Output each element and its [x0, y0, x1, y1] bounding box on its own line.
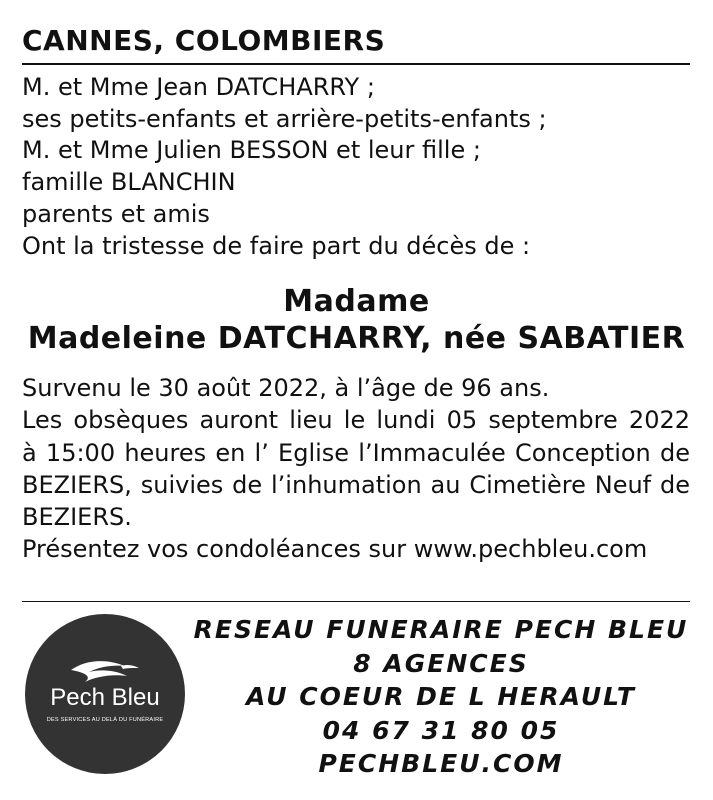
detail-line: Survenu le 30 août 2022, à l’âge de 96 ans. — [22, 374, 550, 402]
family-line: ses petits-enfants et arrière-petits-enfants ; — [22, 104, 547, 133]
condolences-line: Présentez vos condoléances sur www.pechbleu.com — [22, 535, 648, 564]
family-list — [22, 72, 692, 262]
agency-count: 8 AGENCES — [353, 648, 529, 678]
detail-line: BEZIERS, suivies de l’inhumation au Cimetière Neuf de — [22, 470, 690, 499]
agency-website: PECHBLEU.COM — [318, 749, 564, 778]
detail-line: à 15:00 heures en l’ Eglise l’Immaculée Conception de — [22, 438, 690, 467]
deceased-block — [0, 283, 713, 357]
deceased-name: Madeleine DATCHARRY, née SABATIER — [27, 321, 686, 356]
pech-bleu-logo — [25, 614, 185, 774]
detail-line: BEZIERS. — [22, 503, 132, 532]
bird-icon — [67, 656, 143, 686]
agency-phone: 04 67 31 80 05 — [322, 715, 560, 745]
location-title: CANNES, COLOMBIERS — [22, 24, 386, 57]
agency-info — [192, 613, 690, 781]
family-line: M. et Mme Julien BESSON et leur fille ; — [22, 136, 481, 165]
announcement-line: Ont la tristesse de faire part du décès de : — [22, 231, 531, 260]
funeral-details — [22, 372, 690, 566]
deceased-title: Madame — [283, 284, 430, 319]
family-line: famille BLANCHIN — [22, 168, 236, 197]
title-divider — [22, 63, 690, 65]
logo-name: Pech Bleu — [50, 684, 160, 711]
detail-line: Les obsèques auront lieu le lundi 05 septembre 2022 — [22, 406, 690, 435]
family-line: M. et Mme Jean DATCHARRY ; — [22, 73, 375, 101]
agency-region: AU COEUR DE L HERAULT — [246, 682, 636, 711]
footer-divider — [22, 601, 690, 602]
agency-network: RESEAU FUNERAIRE PECH BLEU — [193, 615, 689, 644]
family-line: parents et amis — [22, 199, 210, 228]
logo-tagline: DES SERVICES AU DELÀ DU FUNÉRAIRE — [46, 717, 164, 723]
